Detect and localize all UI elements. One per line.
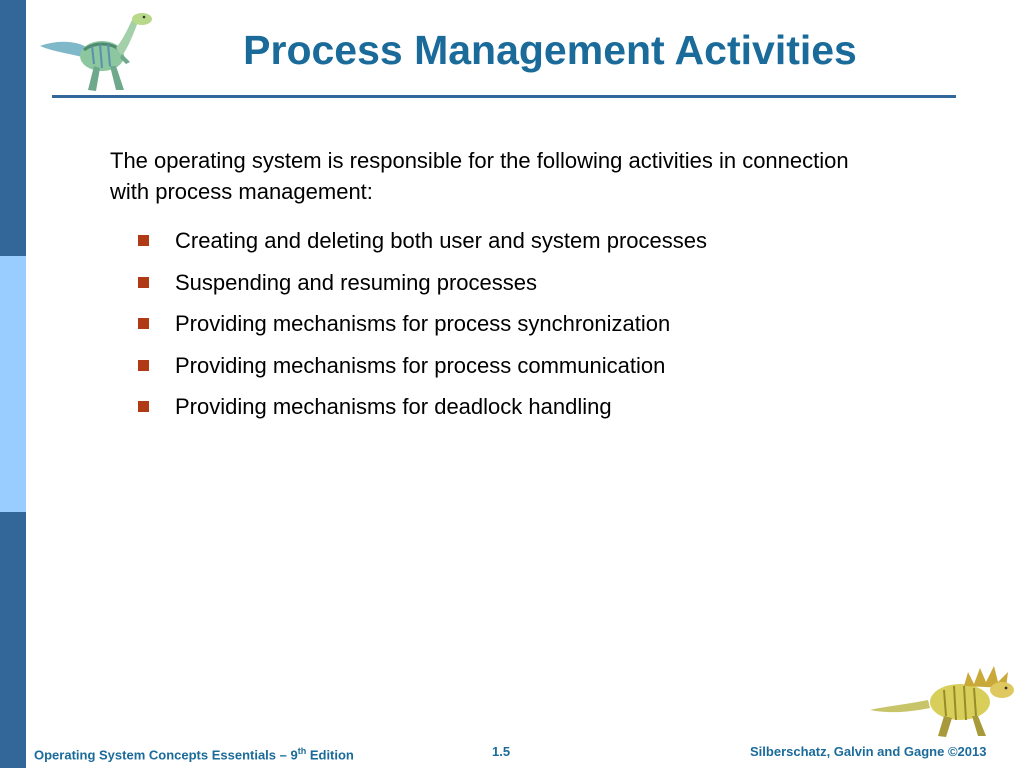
list-item-text: Suspending and resuming processes (175, 269, 538, 295)
bullet-list (138, 223, 958, 431)
list-item-text: Providing mechanisms for process communication (175, 352, 666, 378)
sidebar-band-top (0, 0, 26, 256)
square-bullet-icon (138, 235, 149, 246)
dinosaur-icon (36, 6, 158, 96)
square-bullet-icon (138, 401, 149, 412)
page-number: 1.5 (492, 744, 511, 759)
square-bullet-icon (138, 360, 149, 371)
list-item (138, 306, 958, 348)
list-item-text: Providing mechanisms for deadlock handling (175, 394, 612, 419)
square-bullet-icon (138, 318, 149, 329)
sidebar-band-middle (0, 256, 26, 512)
list-item (138, 223, 958, 265)
footer-copyright: Silberschatz, Galvin and Gagne ©2013 (750, 744, 987, 759)
list-item-text: Providing mechanisms for process synchronization (175, 311, 671, 336)
list-item (138, 348, 958, 390)
footer-book-title: Operating System Concepts Essentials – 9th Edition (34, 746, 354, 763)
square-bullet-icon (138, 277, 149, 288)
list-item-text: Creating and deleting both user and system processes (175, 228, 707, 253)
intro-paragraph: The operating system is responsible for the following activities in connection with process management: (110, 148, 849, 204)
dinosaur-icon (868, 660, 1018, 740)
title-divider (52, 95, 956, 98)
list-item (138, 389, 958, 431)
sidebar-band-bottom (0, 512, 26, 768)
list-item (138, 265, 958, 307)
slide-title: Process Management Activities (243, 27, 857, 73)
